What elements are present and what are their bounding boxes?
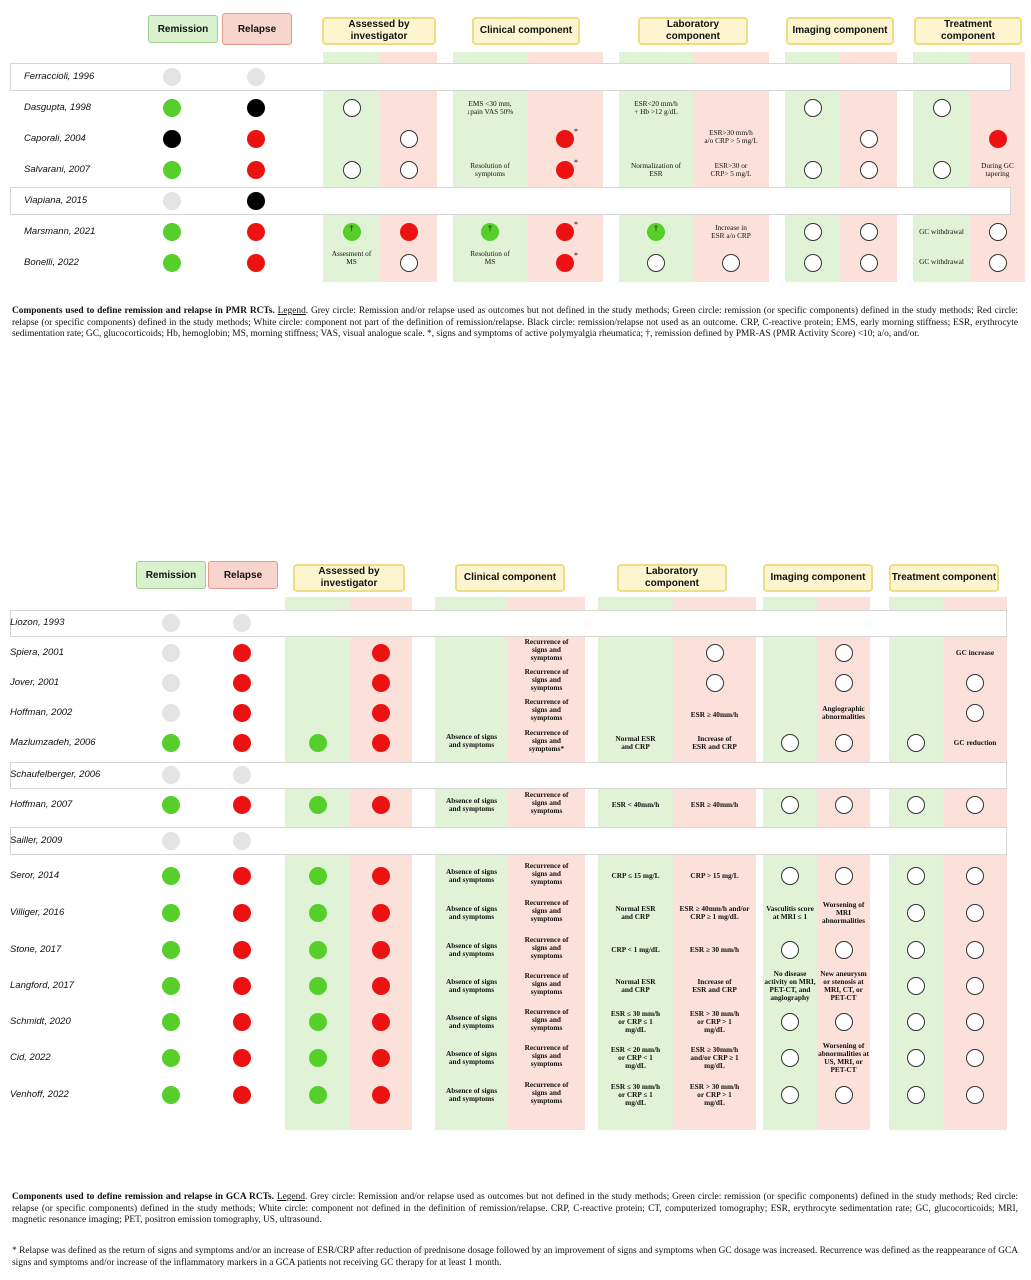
header-img-component: Imaging component	[786, 17, 894, 45]
criteria-text: GC increase	[955, 648, 995, 657]
grey-remission-circle	[162, 644, 180, 662]
criteria-text: Absence of signs and symptoms	[445, 732, 498, 749]
criteria-text: Recurrence of signs and symptoms	[524, 898, 569, 923]
green-circle	[309, 904, 327, 922]
black-relapse-circle	[247, 192, 265, 210]
green-circle	[309, 734, 327, 752]
white-circle	[933, 161, 951, 179]
white-circle	[907, 977, 925, 995]
relapse-legend-badge: Relapse	[222, 13, 292, 45]
white-circle	[804, 254, 822, 272]
white-circle	[907, 796, 925, 814]
green-remission-circle	[162, 867, 180, 885]
asterisk-mark: *	[574, 158, 578, 167]
caption-title: Components used to define remission and relapse in PMR RCTs.	[12, 306, 275, 316]
pmr-empty-row-band	[10, 187, 1011, 215]
white-circle	[835, 674, 853, 692]
criteria-text: Increase of ESR and CRP	[692, 977, 737, 994]
criteria-text: Absence of signs and symptoms	[445, 1049, 498, 1066]
criteria-text: Absence of signs and symptoms	[445, 941, 498, 958]
red-circle	[372, 867, 390, 885]
white-circle	[781, 734, 799, 752]
white-circle	[907, 1086, 925, 1104]
green-circle	[309, 867, 327, 885]
white-circle	[706, 644, 724, 662]
study-name: Ferraccioli, 1996	[24, 71, 95, 82]
white-circle	[804, 223, 822, 241]
header-ass-component: Assessed by investigator	[293, 564, 405, 592]
red-circle	[400, 223, 418, 241]
red-relapse-circle	[233, 796, 251, 814]
white-circle	[966, 704, 984, 722]
red-relapse-circle	[233, 644, 251, 662]
criteria-text: Recurrence of signs and symptoms	[524, 1080, 569, 1105]
white-circle	[966, 1049, 984, 1067]
header-trt-component: Treatment component	[914, 17, 1022, 45]
green-circle	[309, 941, 327, 959]
criteria-text: Recurrence of signs and symptoms	[524, 971, 569, 996]
red-circle	[372, 644, 390, 662]
criteria-text: ESR ≥ 40mm/h and/or CRP ≥ 1 mg/dL	[679, 904, 750, 921]
green-remission-circle	[162, 941, 180, 959]
white-circle	[966, 941, 984, 959]
white-circle	[860, 254, 878, 272]
criteria-text: No disease activity on MRI, PET-CT, and angiography	[764, 969, 816, 1002]
red-circle	[372, 704, 390, 722]
white-circle	[835, 1013, 853, 1031]
red-circle	[556, 158, 578, 179]
criteria-text: Vasculitis score at MRI ≤ 1	[766, 904, 814, 921]
white-circle	[722, 254, 740, 272]
red-relapse-circle	[233, 977, 251, 995]
criteria-text: Absence of signs and symptoms	[445, 867, 498, 884]
criteria-text: Recurrence of signs and symptoms	[524, 637, 569, 662]
white-circle	[966, 904, 984, 922]
caption-legend-label: Legend	[277, 306, 306, 316]
white-circle	[860, 161, 878, 179]
white-circle	[907, 941, 925, 959]
criteria-text: Absence of signs and symptoms	[445, 1086, 498, 1103]
criteria-text: ESR ≤ 30 mm/h or CRP ≤ 1 mg/dL	[610, 1082, 661, 1107]
green-circle	[309, 1049, 327, 1067]
criteria-text: During GC tapering	[981, 161, 1014, 178]
study-name: Cid, 2022	[10, 1052, 51, 1063]
white-circle	[907, 1013, 925, 1031]
white-circle	[989, 223, 1007, 241]
criteria-text: Resolution of MS	[470, 249, 510, 266]
study-name: Sailler, 2009	[10, 835, 63, 846]
criteria-text: Absence of signs and symptoms	[445, 904, 498, 921]
criteria-text: ESR > 30 mm/h or CRP > 1 mg/dL	[689, 1009, 740, 1034]
white-circle	[966, 1086, 984, 1104]
green-remission-circle	[162, 1013, 180, 1031]
grey-remission-circle	[162, 766, 180, 784]
green-circle	[309, 1013, 327, 1031]
pmr-caption	[12, 306, 1018, 341]
criteria-text: Worsening of MRI abnormalities	[822, 900, 865, 925]
grey-remission-circle	[163, 192, 181, 210]
green-remission-circle	[162, 977, 180, 995]
caption-body: . Grey circle: Remission and/or relapse used as outcomes but not defined in the study methods; Green circle: remission (or specific components) defined in the study methods; Red circle: relapse (or specific components) defined in the study methods; White circle: component not defined in the definition of remission/relapse. CRP, C-reactive protein; CT, computerized tomography; ESR, erythrocyte sedimentation rate; GC, glucocorticoids; MRI, magnetic resonance imaging; PET, positron emission tomography, US, ultrasound.	[12, 1192, 1019, 1226]
pmr-empty-row-band	[10, 63, 1011, 91]
white-circle	[781, 941, 799, 959]
green-remission-circle	[163, 223, 181, 241]
criteria-text: EMS <30 mm, ↓pain VAS 50%	[466, 99, 514, 116]
criteria-text: Recurrence of signs and symptoms	[524, 697, 569, 722]
white-circle	[804, 99, 822, 117]
caption-title: Components used to define remission and relapse in GCA RCTs.	[12, 1192, 274, 1202]
red-relapse-circle	[247, 254, 265, 272]
criteria-text: Worsening of abnormalities at US, MRI, or PET-CT	[818, 1041, 869, 1074]
green-circle	[309, 796, 327, 814]
study-name: Liozon, 1993	[10, 617, 65, 628]
criteria-text: Absence of signs and symptoms	[445, 796, 498, 813]
red-circle	[372, 734, 390, 752]
criteria-text: ESR < 40mm/h	[611, 800, 660, 809]
study-name: Marsmann, 2021	[24, 226, 96, 237]
black-relapse-circle	[247, 99, 265, 117]
green-circle	[309, 977, 327, 995]
grey-relapse-circle	[233, 766, 251, 784]
green-circle	[647, 223, 665, 241]
criteria-text: Angiographic abnormalities	[822, 704, 865, 721]
criteria-text: Recurrence of signs and symptoms	[524, 1007, 569, 1032]
header-lab-component: Laboratory component	[617, 564, 727, 592]
white-circle	[835, 734, 853, 752]
study-name: Seror, 2014	[10, 870, 60, 881]
asterisk-mark: *	[574, 127, 578, 136]
criteria-text: Recurrence of signs and symptoms	[524, 790, 569, 815]
white-circle	[966, 867, 984, 885]
study-name: Venhoff, 2022	[10, 1089, 69, 1100]
study-name: Hoffman, 2002	[10, 707, 73, 718]
white-circle	[966, 796, 984, 814]
red-circle	[372, 674, 390, 692]
green-circle	[481, 223, 499, 241]
green-remission-circle	[162, 904, 180, 922]
white-circle	[400, 130, 418, 148]
white-circle	[706, 674, 724, 692]
grey-relapse-circle	[233, 614, 251, 632]
red-relapse-circle	[233, 904, 251, 922]
criteria-text: CRP < 1 mg/dL	[611, 945, 660, 954]
red-relapse-circle	[233, 1013, 251, 1031]
red-circle	[989, 130, 1007, 148]
criteria-text: Increase in ESR a/o CRP	[711, 223, 751, 240]
gca-empty-row-band	[10, 762, 1007, 789]
criteria-text: ESR < 20 mm/h or CRP < 1 mg/dL	[610, 1045, 661, 1070]
study-name: Spiera, 2001	[10, 647, 64, 658]
criteria-text: GC reduction	[953, 738, 997, 747]
white-circle	[966, 977, 984, 995]
red-relapse-circle	[233, 941, 251, 959]
green-circle	[343, 223, 361, 241]
white-circle	[835, 867, 853, 885]
white-circle	[781, 867, 799, 885]
white-circle	[835, 1086, 853, 1104]
criteria-text: ESR > 30 mm/h or CRP > 1 mg/dL	[689, 1082, 740, 1107]
criteria-text: Recurrence of signs and symptoms*	[524, 728, 569, 753]
criteria-text: Normal ESR and CRP	[615, 904, 656, 921]
dagger-mark: †	[654, 224, 658, 233]
green-remission-circle	[162, 734, 180, 752]
criteria-text: ESR ≥ 40mm/h	[690, 800, 739, 809]
criteria-text: Resolution of symptoms	[470, 161, 510, 178]
green-remission-circle	[163, 99, 181, 117]
red-circle	[372, 977, 390, 995]
white-circle	[400, 254, 418, 272]
remission-legend-badge: Remission	[136, 561, 206, 589]
white-circle	[966, 674, 984, 692]
white-circle	[835, 796, 853, 814]
study-name: Schmidt, 2020	[10, 1016, 71, 1027]
criteria-text: Assesment of MS	[331, 249, 372, 266]
white-circle	[860, 130, 878, 148]
white-circle	[804, 161, 822, 179]
white-circle	[343, 99, 361, 117]
dagger-mark: †	[349, 224, 354, 233]
grey-remission-circle	[162, 674, 180, 692]
green-remission-circle	[162, 796, 180, 814]
grey-remission-circle	[163, 68, 181, 86]
red-circle	[556, 251, 578, 272]
remission-legend-badge: Remission	[148, 15, 218, 43]
relapse-legend-badge: Relapse	[208, 561, 278, 589]
criteria-text: ESR>30 or CRP> 5 mg/L	[710, 161, 752, 178]
gca-empty-row-band	[10, 610, 1007, 637]
red-circle	[372, 904, 390, 922]
red-circle	[372, 1086, 390, 1104]
criteria-text: Recurrence of signs and symptoms	[524, 1043, 569, 1068]
criteria-text: Normal ESR and CRP	[615, 977, 656, 994]
header-img-component: Imaging component	[763, 564, 873, 592]
study-name: Viapiana, 2015	[24, 195, 88, 206]
header-ass-component: Assessed by investigator	[322, 17, 436, 45]
study-name: Dasgupta, 1998	[24, 102, 92, 113]
green-circle	[309, 1086, 327, 1104]
criteria-text: GC withdrawal	[919, 257, 964, 266]
white-circle	[933, 99, 951, 117]
asterisk-mark: *	[574, 251, 578, 260]
study-name: Bonelli, 2022	[24, 257, 79, 268]
green-remission-circle	[162, 1086, 180, 1104]
criteria-text: Absence of signs and symptoms	[445, 977, 498, 994]
red-circle	[556, 220, 578, 241]
criteria-text: Recurrence of signs and symptoms	[524, 861, 569, 886]
red-relapse-circle	[233, 867, 251, 885]
white-circle	[907, 867, 925, 885]
criteria-text: ESR ≥ 30mm/h and/or CRP ≥ 1 mg/dL	[690, 1045, 739, 1070]
study-name: Stone, 2017	[10, 944, 62, 955]
white-circle	[907, 734, 925, 752]
criteria-text: CRP > 15 mg/L	[690, 871, 739, 880]
criteria-text: ESR ≥ 30 mm/h	[689, 945, 740, 954]
header-clin-component: Clinical component	[472, 17, 580, 45]
red-relapse-circle	[233, 704, 251, 722]
header-trt-component: Treatment component	[889, 564, 999, 592]
asterisk-mark: *	[574, 220, 578, 229]
criteria-text: CRP ≤ 15 mg/L	[611, 871, 660, 880]
study-name: Mazlumzadeh, 2006	[10, 737, 96, 748]
gca-footnote: * Relapse was defined as the return of signs and symptoms and/or an increase of ESR/CRP after reduction of prednisone dosage followed by an improvement of signs and symptoms when GC dosage was increased. Recurrence was defined as the reappearance of GCA signs and symptoms and/or increase of the inflammatory markers in a GCA patients not receiving GC therapy for at least 1 month.	[12, 1246, 1018, 1268]
red-relapse-circle	[247, 161, 265, 179]
red-relapse-circle	[233, 674, 251, 692]
white-circle	[835, 941, 853, 959]
red-circle	[372, 796, 390, 814]
criteria-text: ESR ≥ 40mm/h	[690, 710, 739, 719]
study-name: Caporali, 2004	[24, 133, 86, 144]
red-relapse-circle	[233, 1049, 251, 1067]
red-relapse-circle	[233, 734, 251, 752]
white-circle	[835, 644, 853, 662]
red-relapse-circle	[247, 130, 265, 148]
red-relapse-circle	[247, 223, 265, 241]
grey-remission-circle	[162, 614, 180, 632]
red-circle	[372, 941, 390, 959]
grey-relapse-circle	[233, 832, 251, 850]
red-circle	[372, 1049, 390, 1067]
criteria-text: ESR ≤ 30 mm/h or CRP ≤ 1 mg/dL	[610, 1009, 661, 1034]
white-circle	[907, 904, 925, 922]
criteria-text: Absence of signs and symptoms	[445, 1013, 498, 1030]
white-circle	[989, 254, 1007, 272]
white-circle	[343, 161, 361, 179]
grey-relapse-circle	[247, 68, 265, 86]
red-circle	[372, 1013, 390, 1031]
white-circle	[781, 1013, 799, 1031]
white-circle	[647, 254, 665, 272]
criteria-text: New aneurysm or stenosis at MRI, CT, or PET-CT	[820, 969, 867, 1002]
study-name: Schaufelberger, 2006	[10, 769, 101, 780]
green-remission-circle	[162, 1049, 180, 1067]
gca-empty-row-band	[10, 827, 1007, 855]
white-circle	[907, 1049, 925, 1067]
red-circle	[556, 127, 578, 148]
white-circle	[860, 223, 878, 241]
white-circle	[781, 796, 799, 814]
white-circle	[400, 161, 418, 179]
study-name: Salvarani, 2007	[24, 164, 91, 175]
criteria-text: ESR<20 mm/h + Hb >12 g/dL	[634, 99, 678, 116]
header-clin-component: Clinical component	[455, 564, 565, 592]
caption-legend-label: Legend	[276, 1192, 305, 1202]
caption-body: . Grey circle: Remission and/or relapse used as outcomes but not defined in the study methods; Green circle: remission (or specific components) defined in the study methods; Red circle: relapse (or specific components) defined in the study methods; White circle: component not part of the definition of remission/relapse. Black circle: remission/relapse not used as an outcome. CRP, C-reactive protein; EMS, early morning stiffness; ESR, erythrocyte sedimentation rate; GC, glucocorticoids; Hb, hemoglobin; MS, morning stiffness; VAS, visual analogue scale. *, signs and symptoms of active polymyalgia rheumatica; †, remission defined by PMR-AS (PMR Activity Score) <10; a/o, and/or.	[12, 306, 1019, 340]
white-circle	[781, 1086, 799, 1104]
dagger-mark: †	[488, 224, 492, 233]
grey-remission-circle	[162, 704, 180, 722]
criteria-text: Recurrence of signs and symptoms	[524, 667, 569, 692]
green-remission-circle	[163, 161, 181, 179]
white-circle	[966, 1013, 984, 1031]
green-remission-circle	[163, 254, 181, 272]
red-relapse-circle	[233, 1086, 251, 1104]
criteria-text: Increase of ESR and CRP	[692, 734, 737, 751]
study-name: Hoffman, 2007	[10, 799, 73, 810]
white-circle	[781, 1049, 799, 1067]
grey-remission-circle	[162, 832, 180, 850]
criteria-text: ESR>30 mm/h a/o CRP > 5 mg/L	[704, 128, 758, 145]
study-name: Villiger, 2016	[10, 907, 65, 918]
header-lab-component: Laboratory component	[638, 17, 748, 45]
criteria-text: Normalization of ESR	[630, 161, 682, 178]
study-name: Langford, 2017	[10, 980, 74, 991]
gca-caption	[12, 1192, 1018, 1227]
black-remission-circle	[163, 130, 181, 148]
criteria-text: Recurrence of signs and symptoms	[524, 935, 569, 960]
criteria-text: Normal ESR and CRP	[615, 734, 656, 751]
study-name: Jover, 2001	[10, 677, 60, 688]
criteria-text: GC withdrawal	[919, 227, 964, 236]
